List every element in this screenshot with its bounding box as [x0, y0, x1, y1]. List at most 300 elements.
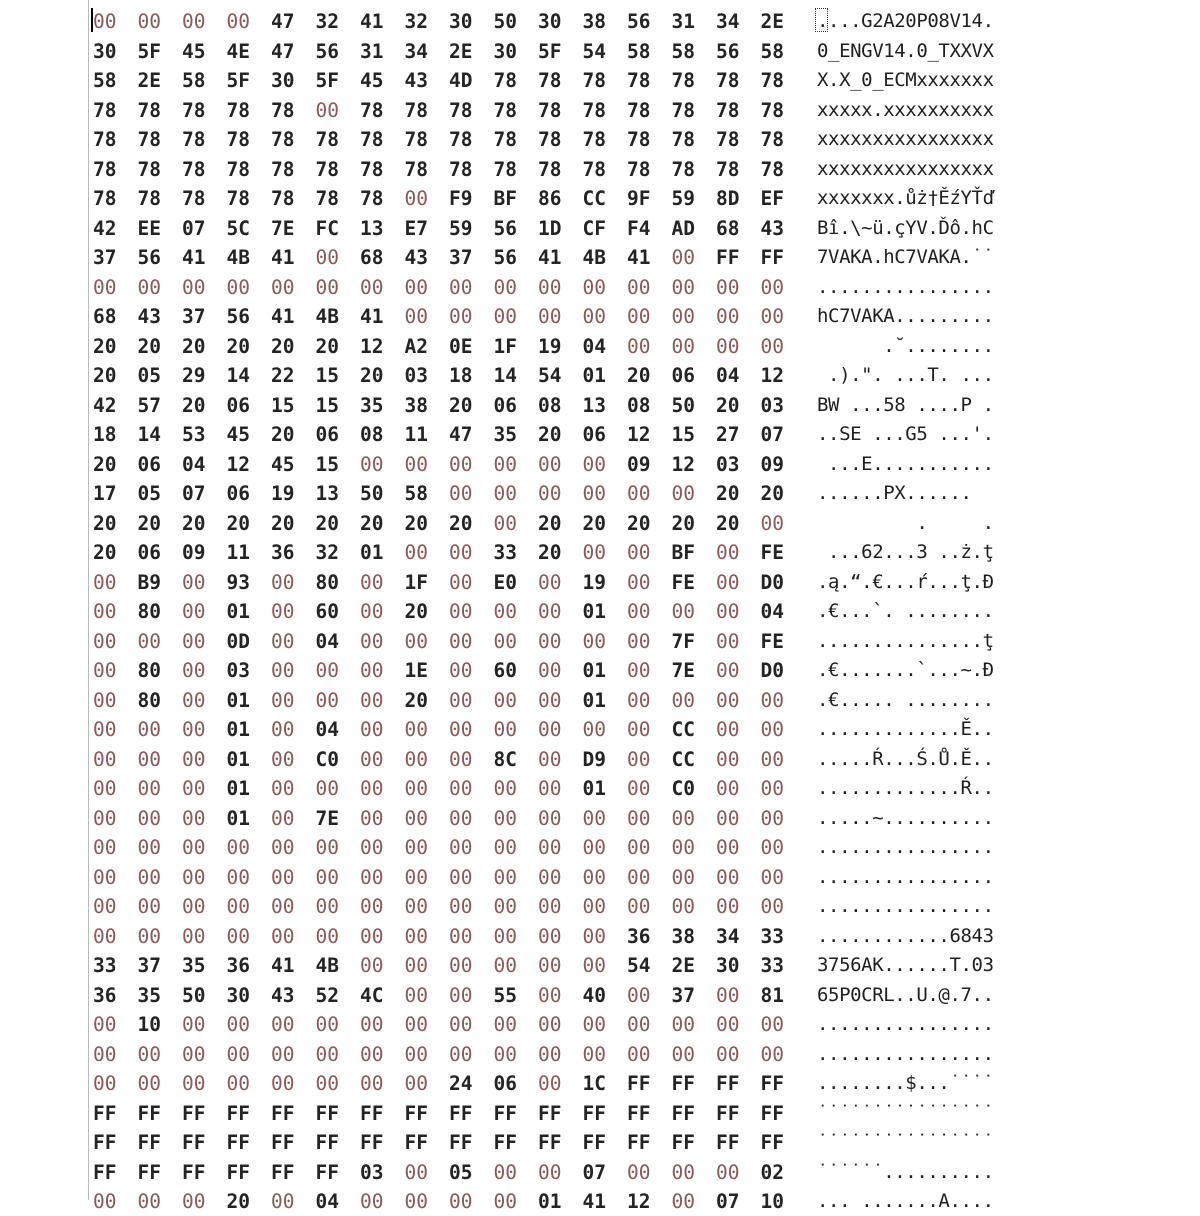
hex-byte[interactable]: 20	[93, 452, 117, 476]
hex-byte[interactable]: 78	[760, 157, 784, 181]
hex-byte[interactable]: 07	[760, 423, 784, 446]
hex-byte[interactable]: 00	[493, 1042, 517, 1066]
hex-byte[interactable]: 05	[449, 1160, 473, 1184]
hex-byte[interactable]: 03	[760, 393, 784, 417]
hex-byte[interactable]: 00	[271, 1190, 295, 1213]
hex-byte[interactable]: 1F	[493, 334, 517, 358]
hex-byte[interactable]: 31	[671, 10, 695, 33]
hex-byte[interactable]: 55	[493, 983, 517, 1007]
ascii-text[interactable]: .....Ŕ...Ś.Ů.Ě..	[817, 747, 994, 770]
hex-bytes[interactable]	[93, 568, 793, 597]
hex-byte[interactable]: 00	[93, 570, 117, 594]
hex-byte[interactable]: 00	[93, 1013, 117, 1036]
hex-byte[interactable]: 5C	[226, 216, 250, 240]
hex-byte[interactable]: 78	[671, 157, 695, 181]
hex-byte[interactable]: 05	[137, 482, 161, 505]
ascii-text[interactable]: .............Ě..	[817, 718, 994, 740]
hex-byte[interactable]: 00	[93, 659, 117, 682]
hex-byte[interactable]: FF	[760, 1101, 784, 1125]
hex-byte[interactable]: 37	[137, 954, 161, 977]
hex-byte[interactable]: 00	[271, 659, 295, 682]
hex-bytes[interactable]	[93, 214, 793, 243]
hex-byte[interactable]: 00	[716, 688, 740, 712]
hex-byte[interactable]: 00	[449, 659, 473, 682]
hex-byte[interactable]: 45	[271, 452, 295, 476]
hex-byte[interactable]: 78	[538, 157, 562, 181]
hex-byte[interactable]: 00	[226, 924, 250, 948]
hex-byte[interactable]: 78	[182, 98, 206, 122]
hex-byte[interactable]: 20	[93, 364, 117, 387]
hex-byte[interactable]: 08	[538, 393, 562, 417]
hex-byte[interactable]: 01	[582, 777, 606, 800]
hex-byte[interactable]: 15	[671, 423, 695, 446]
hex-byte[interactable]: 00	[360, 747, 384, 771]
hex-byte[interactable]: 00	[493, 629, 517, 653]
hex-byte[interactable]: 00	[360, 452, 384, 476]
hex-byte[interactable]: A2	[404, 334, 428, 358]
hex-byte[interactable]: FE	[760, 629, 784, 653]
hex-byte[interactable]: 01	[582, 688, 606, 712]
hex-byte[interactable]: 00	[271, 1013, 295, 1036]
hex-byte[interactable]: 00	[404, 777, 428, 800]
hex-byte[interactable]: FF	[671, 1101, 695, 1125]
hex-byte[interactable]: 00	[627, 334, 651, 358]
hex-byte[interactable]: 00	[137, 836, 161, 859]
hex-byte[interactable]: 20	[315, 511, 339, 535]
hex-byte[interactable]: 00	[493, 305, 517, 328]
hex-byte[interactable]: 00	[271, 570, 295, 594]
hex-byte[interactable]: 78	[538, 69, 562, 92]
hex-bytes[interactable]	[93, 922, 793, 951]
hex-byte[interactable]: 00	[182, 659, 206, 682]
hex-byte[interactable]: 00	[671, 1190, 695, 1213]
ascii-text[interactable]: .˘........	[817, 334, 994, 357]
hex-byte[interactable]: 00	[449, 777, 473, 800]
hex-byte[interactable]: 00	[627, 570, 651, 594]
hex-byte[interactable]: 00	[627, 1042, 651, 1066]
hex-bytes[interactable]	[93, 1040, 793, 1069]
hex-byte[interactable]: 00	[449, 983, 473, 1007]
hex-byte[interactable]: 00	[360, 895, 384, 918]
hex-byte[interactable]: 00	[182, 924, 206, 948]
hex-byte[interactable]: 04	[760, 600, 784, 623]
hex-byte[interactable]: 20	[271, 334, 295, 358]
hex-byte[interactable]: 40	[582, 983, 606, 1007]
hex-byte[interactable]: 00	[360, 865, 384, 889]
hex-byte[interactable]: 01	[226, 806, 250, 830]
hex-bytes[interactable]	[93, 1158, 793, 1187]
hex-byte[interactable]: 00	[582, 865, 606, 889]
hex-byte[interactable]: 80	[315, 570, 339, 594]
hex-byte[interactable]: 30	[538, 10, 562, 33]
hex-byte[interactable]: 00	[271, 688, 295, 712]
hex-byte[interactable]: 00	[182, 865, 206, 889]
hex-byte[interactable]: 34	[404, 39, 428, 63]
hex-byte[interactable]: 56	[226, 305, 250, 328]
hex-byte[interactable]: 00	[360, 659, 384, 682]
hex-byte[interactable]: 00	[716, 718, 740, 741]
hex-byte[interactable]: 11	[404, 423, 428, 446]
hex-byte[interactable]: BF	[671, 541, 695, 564]
hex-byte[interactable]: 13	[315, 482, 339, 505]
hex-byte[interactable]: 00	[538, 777, 562, 800]
hex-bytes[interactable]	[93, 96, 793, 125]
hex-byte[interactable]: 00	[182, 718, 206, 741]
hex-byte[interactable]: 12	[226, 452, 250, 476]
ascii-text[interactable]: .............Ŕ..	[817, 777, 994, 799]
hex-byte[interactable]: 00	[671, 482, 695, 505]
hex-byte[interactable]: 00	[627, 305, 651, 328]
hex-byte[interactable]: 09	[627, 452, 651, 476]
hex-byte[interactable]: 00	[315, 275, 339, 299]
hex-bytes[interactable]	[93, 391, 793, 420]
hex-byte[interactable]: 47	[271, 10, 295, 33]
hex-byte[interactable]: 00	[93, 865, 117, 889]
hex-byte[interactable]: 00	[582, 305, 606, 328]
hex-byte[interactable]: 20	[627, 511, 651, 535]
hex-byte[interactable]: 00	[137, 1190, 161, 1213]
hex-byte[interactable]: AD	[671, 216, 695, 240]
hex-byte[interactable]: FF	[760, 246, 784, 269]
hex-byte[interactable]: 78	[493, 98, 517, 122]
hex-byte[interactable]: 00	[716, 659, 740, 682]
hex-byte[interactable]: 00	[271, 777, 295, 800]
hex-byte[interactable]: 00	[671, 305, 695, 328]
hex-byte[interactable]: 56	[716, 39, 740, 63]
hex-byte[interactable]: FF	[315, 1101, 339, 1125]
hex-byte[interactable]: 20	[538, 541, 562, 564]
hex-byte[interactable]: 00	[404, 452, 428, 476]
hex-byte[interactable]: 00	[404, 1160, 428, 1184]
hex-byte[interactable]: 43	[404, 69, 428, 92]
hex-byte[interactable]: 12	[360, 334, 384, 358]
hex-byte[interactable]: 00	[716, 541, 740, 564]
hex-byte[interactable]: FF	[582, 1131, 606, 1154]
ascii-text[interactable]: ................	[817, 275, 994, 298]
hex-byte[interactable]: 20	[93, 334, 117, 358]
hex-byte[interactable]: 00	[93, 688, 117, 712]
hex-byte[interactable]: 50	[182, 983, 206, 1007]
hex-byte[interactable]: 06	[315, 423, 339, 446]
hex-byte[interactable]: 78	[315, 187, 339, 210]
hex-byte[interactable]: 00	[93, 1072, 117, 1095]
ascii-text[interactable]: ˙˙˙˙˙˙˙˙˙˙˙˙˙˙˙˙	[817, 1101, 994, 1124]
hex-byte[interactable]: 34	[716, 924, 740, 948]
ascii-text[interactable]: . .	[817, 511, 994, 534]
hex-bytes[interactable]	[93, 804, 793, 833]
hex-byte[interactable]: 36	[226, 954, 250, 977]
hex-byte[interactable]: F9	[449, 187, 473, 210]
hex-byte[interactable]: 78	[760, 98, 784, 122]
hex-byte[interactable]: 00	[760, 865, 784, 889]
hex-bytes[interactable]	[93, 125, 793, 154]
hex-byte[interactable]: 80	[137, 600, 161, 623]
hex-byte[interactable]: 00	[182, 747, 206, 771]
hex-byte[interactable]: FE	[760, 541, 784, 564]
hex-byte[interactable]: 00	[271, 895, 295, 918]
hex-byte[interactable]: F4	[627, 216, 651, 240]
hex-byte[interactable]: 00	[538, 1013, 562, 1036]
hex-byte[interactable]: 37	[93, 246, 117, 269]
hex-byte[interactable]: 00	[716, 895, 740, 918]
hex-bytes[interactable]	[93, 302, 793, 331]
hex-byte[interactable]: 56	[137, 246, 161, 269]
hex-bytes[interactable]	[93, 332, 793, 361]
hex-byte[interactable]: 00	[538, 629, 562, 653]
hex-byte[interactable]: 35	[137, 983, 161, 1007]
hex-byte[interactable]: 00	[538, 836, 562, 859]
hex-byte[interactable]: 00	[137, 1072, 161, 1095]
hex-byte[interactable]: 00	[404, 541, 428, 564]
hex-byte[interactable]: FF	[716, 246, 740, 269]
hex-byte[interactable]: 00	[538, 983, 562, 1007]
hex-byte[interactable]: 00	[716, 629, 740, 653]
hex-byte[interactable]: 00	[137, 747, 161, 771]
hex-byte[interactable]: 00	[538, 865, 562, 889]
hex-byte[interactable]: 20	[671, 511, 695, 535]
hex-byte[interactable]: 20	[315, 334, 339, 358]
hex-byte[interactable]: 13	[582, 393, 606, 417]
hex-byte[interactable]: 20	[716, 482, 740, 505]
hex-byte[interactable]: 78	[671, 128, 695, 151]
hex-byte[interactable]: 06	[137, 541, 161, 564]
hex-byte[interactable]: 00	[226, 10, 250, 33]
hex-byte[interactable]: 00	[627, 1160, 651, 1184]
ascii-text[interactable]: 65P0CRL..U.@.7..	[817, 983, 994, 1006]
hex-byte[interactable]: 78	[538, 128, 562, 151]
hex-byte[interactable]: 78	[760, 69, 784, 92]
hex-byte[interactable]: 37	[671, 983, 695, 1007]
hex-byte[interactable]: 78	[716, 69, 740, 92]
hex-byte[interactable]: FF	[671, 1131, 695, 1154]
hex-byte[interactable]: 07	[182, 482, 206, 505]
hex-byte[interactable]: 50	[360, 482, 384, 505]
hex-byte[interactable]: 78	[582, 69, 606, 92]
hex-byte[interactable]: 43	[271, 983, 295, 1007]
hex-byte[interactable]: 78	[93, 157, 117, 181]
hex-byte[interactable]: 07	[716, 1190, 740, 1213]
hex-byte[interactable]: 56	[315, 39, 339, 63]
hex-byte[interactable]: 01	[582, 364, 606, 387]
hex-byte[interactable]: 00	[360, 1072, 384, 1095]
hex-byte[interactable]: 78	[226, 157, 250, 181]
hex-byte[interactable]: 78	[315, 128, 339, 151]
hex-byte[interactable]: 68	[93, 305, 117, 328]
hex-byte[interactable]: 00	[449, 806, 473, 830]
hex-byte[interactable]: FF	[315, 1131, 339, 1154]
hex-byte[interactable]: 04	[315, 718, 339, 741]
hex-byte[interactable]: 42	[93, 216, 117, 240]
hex-byte[interactable]: 54	[582, 39, 606, 63]
hex-byte[interactable]: 03	[226, 659, 250, 682]
hex-byte[interactable]: 00	[671, 895, 695, 918]
hex-byte[interactable]: 00	[493, 777, 517, 800]
hex-byte[interactable]: 04	[315, 1190, 339, 1213]
ascii-text[interactable]: BW ...58 ....P .	[817, 393, 994, 416]
hex-byte[interactable]: 19	[582, 570, 606, 594]
hex-byte[interactable]: 78	[760, 128, 784, 151]
hex-bytes[interactable]	[93, 1099, 793, 1128]
hex-byte[interactable]: 02	[760, 1160, 784, 1184]
hex-byte[interactable]: 15	[271, 393, 295, 417]
ascii-text[interactable]: Bî.\~ü.çYV.Ďô.hC	[817, 216, 994, 239]
hex-bytes[interactable]	[93, 686, 793, 715]
hex-byte[interactable]: 00	[93, 777, 117, 800]
hex-byte[interactable]: 78	[493, 69, 517, 92]
hex-byte[interactable]: 43	[760, 216, 784, 240]
hex-byte[interactable]: FF	[226, 1101, 250, 1125]
hex-byte[interactable]: 4E	[226, 39, 250, 63]
hex-byte[interactable]: 00	[404, 629, 428, 653]
hex-byte[interactable]: 00	[404, 895, 428, 918]
hex-byte[interactable]: 00	[449, 482, 473, 505]
hex-byte[interactable]: 00	[93, 1190, 117, 1213]
hex-byte[interactable]: 00	[404, 954, 428, 977]
hex-byte[interactable]: 78	[137, 187, 161, 210]
hex-byte[interactable]: FF	[137, 1101, 161, 1125]
ascii-text[interactable]: ˙˙˙˙˙˙˙˙˙˙˙˙˙˙˙˙	[817, 1131, 994, 1153]
hex-byte[interactable]: 00	[404, 305, 428, 328]
ascii-text[interactable]: ˙˙˙˙˙˙..........	[817, 1160, 994, 1183]
hex-byte[interactable]: 20	[360, 364, 384, 387]
hex-byte[interactable]: 00	[315, 688, 339, 712]
hex-bytes[interactable]	[93, 892, 793, 921]
hex-byte[interactable]: 00	[582, 895, 606, 918]
hex-byte[interactable]: 00	[538, 747, 562, 771]
hex-byte[interactable]: 00	[360, 806, 384, 830]
ascii-text[interactable]: ....G2A20P08V14.	[817, 10, 994, 32]
hex-byte[interactable]: 00	[315, 836, 339, 859]
hex-byte[interactable]: 00	[716, 570, 740, 594]
hex-byte[interactable]: 78	[271, 128, 295, 151]
hex-byte[interactable]: 00	[493, 452, 517, 476]
hex-byte[interactable]: 00	[716, 275, 740, 299]
hex-byte[interactable]: 00	[538, 1042, 562, 1066]
hex-byte[interactable]: 04	[582, 334, 606, 358]
hex-byte[interactable]: 00	[671, 275, 695, 299]
hex-byte[interactable]: 9F	[627, 187, 651, 210]
hex-byte[interactable]: 07	[582, 1160, 606, 1184]
hex-byte[interactable]: FF	[716, 1072, 740, 1095]
hex-byte[interactable]: 07	[182, 216, 206, 240]
hex-byte[interactable]: 30	[493, 39, 517, 63]
hex-byte[interactable]: 00	[315, 1072, 339, 1095]
hex-byte[interactable]: E7	[404, 216, 428, 240]
hex-byte[interactable]: 60	[493, 659, 517, 682]
hex-byte[interactable]: 00	[360, 1190, 384, 1213]
hex-byte[interactable]: 20	[137, 334, 161, 358]
hex-byte[interactable]: E0	[493, 570, 517, 594]
hex-byte[interactable]: 00	[493, 1013, 517, 1036]
hex-byte[interactable]: 37	[449, 246, 473, 269]
hex-byte[interactable]: 78	[137, 128, 161, 151]
hex-byte[interactable]: 00	[582, 806, 606, 830]
hex-byte[interactable]: 00	[93, 629, 117, 653]
hex-byte[interactable]: 20	[271, 511, 295, 535]
hex-byte[interactable]: 32	[315, 541, 339, 564]
hex-byte[interactable]: 00	[226, 1013, 250, 1036]
hex-bytes[interactable]	[93, 981, 793, 1010]
hex-byte[interactable]: 00	[360, 600, 384, 623]
hex-byte[interactable]: 78	[671, 69, 695, 92]
hex-byte[interactable]: 00	[760, 895, 784, 918]
hex-byte[interactable]: FF	[226, 1131, 250, 1154]
hex-byte[interactable]: 00	[315, 777, 339, 800]
hex-byte[interactable]: 00	[671, 1042, 695, 1066]
hex-byte[interactable]: 00	[137, 275, 161, 299]
hex-byte[interactable]: 04	[716, 364, 740, 387]
hex-byte[interactable]: 09	[182, 541, 206, 564]
hex-byte[interactable]: 00	[449, 305, 473, 328]
hex-bytes[interactable]	[93, 479, 793, 508]
hex-byte[interactable]: 00	[404, 187, 428, 210]
hex-byte[interactable]: 00	[538, 895, 562, 918]
hex-byte[interactable]: 30	[716, 954, 740, 977]
hex-byte[interactable]: 14	[226, 364, 250, 387]
hex-byte[interactable]: 00	[760, 806, 784, 830]
hex-byte[interactable]: 00	[627, 983, 651, 1007]
hex-byte[interactable]: 8C	[493, 747, 517, 771]
hex-byte[interactable]: 78	[449, 98, 473, 122]
hex-byte[interactable]: FF	[360, 1131, 384, 1154]
hex-bytes[interactable]	[93, 538, 793, 567]
hex-byte[interactable]: 01	[582, 659, 606, 682]
hex-byte[interactable]: 17	[93, 482, 117, 505]
hex-byte[interactable]: 00	[627, 541, 651, 564]
hex-byte[interactable]: 78	[182, 187, 206, 210]
hex-byte[interactable]: 00	[582, 541, 606, 564]
hex-byte[interactable]: 78	[226, 98, 250, 122]
hex-byte[interactable]: 38	[404, 393, 428, 417]
hex-byte[interactable]: 20	[93, 511, 117, 535]
hex-byte[interactable]: 00	[404, 1042, 428, 1066]
hex-byte[interactable]: FF	[271, 1101, 295, 1125]
hex-byte[interactable]: 00	[271, 836, 295, 859]
hex-byte[interactable]: 20	[182, 511, 206, 535]
hex-byte[interactable]: 01	[360, 541, 384, 564]
hex-byte[interactable]: 06	[226, 393, 250, 417]
hex-byte[interactable]: 00	[449, 570, 473, 594]
hex-bytes[interactable]	[93, 450, 793, 479]
hex-byte[interactable]: 00	[760, 718, 784, 741]
hex-byte[interactable]: 78	[493, 157, 517, 181]
hex-byte[interactable]: 00	[137, 924, 161, 948]
hex-byte[interactable]: FF	[627, 1131, 651, 1154]
hex-byte[interactable]: 00	[582, 629, 606, 653]
hex-byte[interactable]: 00	[360, 954, 384, 977]
hex-byte[interactable]: 00	[627, 806, 651, 830]
hex-byte[interactable]: 00	[716, 983, 740, 1007]
hex-byte[interactable]: 00	[404, 836, 428, 859]
hex-byte[interactable]: 78	[493, 128, 517, 151]
hex-byte[interactable]: 33	[93, 954, 117, 977]
hex-byte[interactable]: 93	[226, 570, 250, 594]
hex-byte[interactable]: 14	[493, 364, 517, 387]
hex-byte[interactable]: 00	[493, 718, 517, 741]
hex-byte[interactable]: 2E	[449, 39, 473, 63]
hex-byte[interactable]: 41	[538, 246, 562, 269]
hex-byte[interactable]: 00	[360, 688, 384, 712]
hex-byte[interactable]: 00	[760, 747, 784, 771]
hex-byte[interactable]: 00	[226, 865, 250, 889]
ascii-text[interactable]: .....~..........	[817, 806, 994, 829]
hex-byte[interactable]: 27	[716, 423, 740, 446]
hex-byte[interactable]: 00	[493, 600, 517, 623]
hex-byte[interactable]: 00	[226, 836, 250, 859]
hex-byte[interactable]: 78	[627, 69, 651, 92]
hex-byte[interactable]: 2E	[137, 69, 161, 92]
hex-byte[interactable]: 78	[404, 98, 428, 122]
